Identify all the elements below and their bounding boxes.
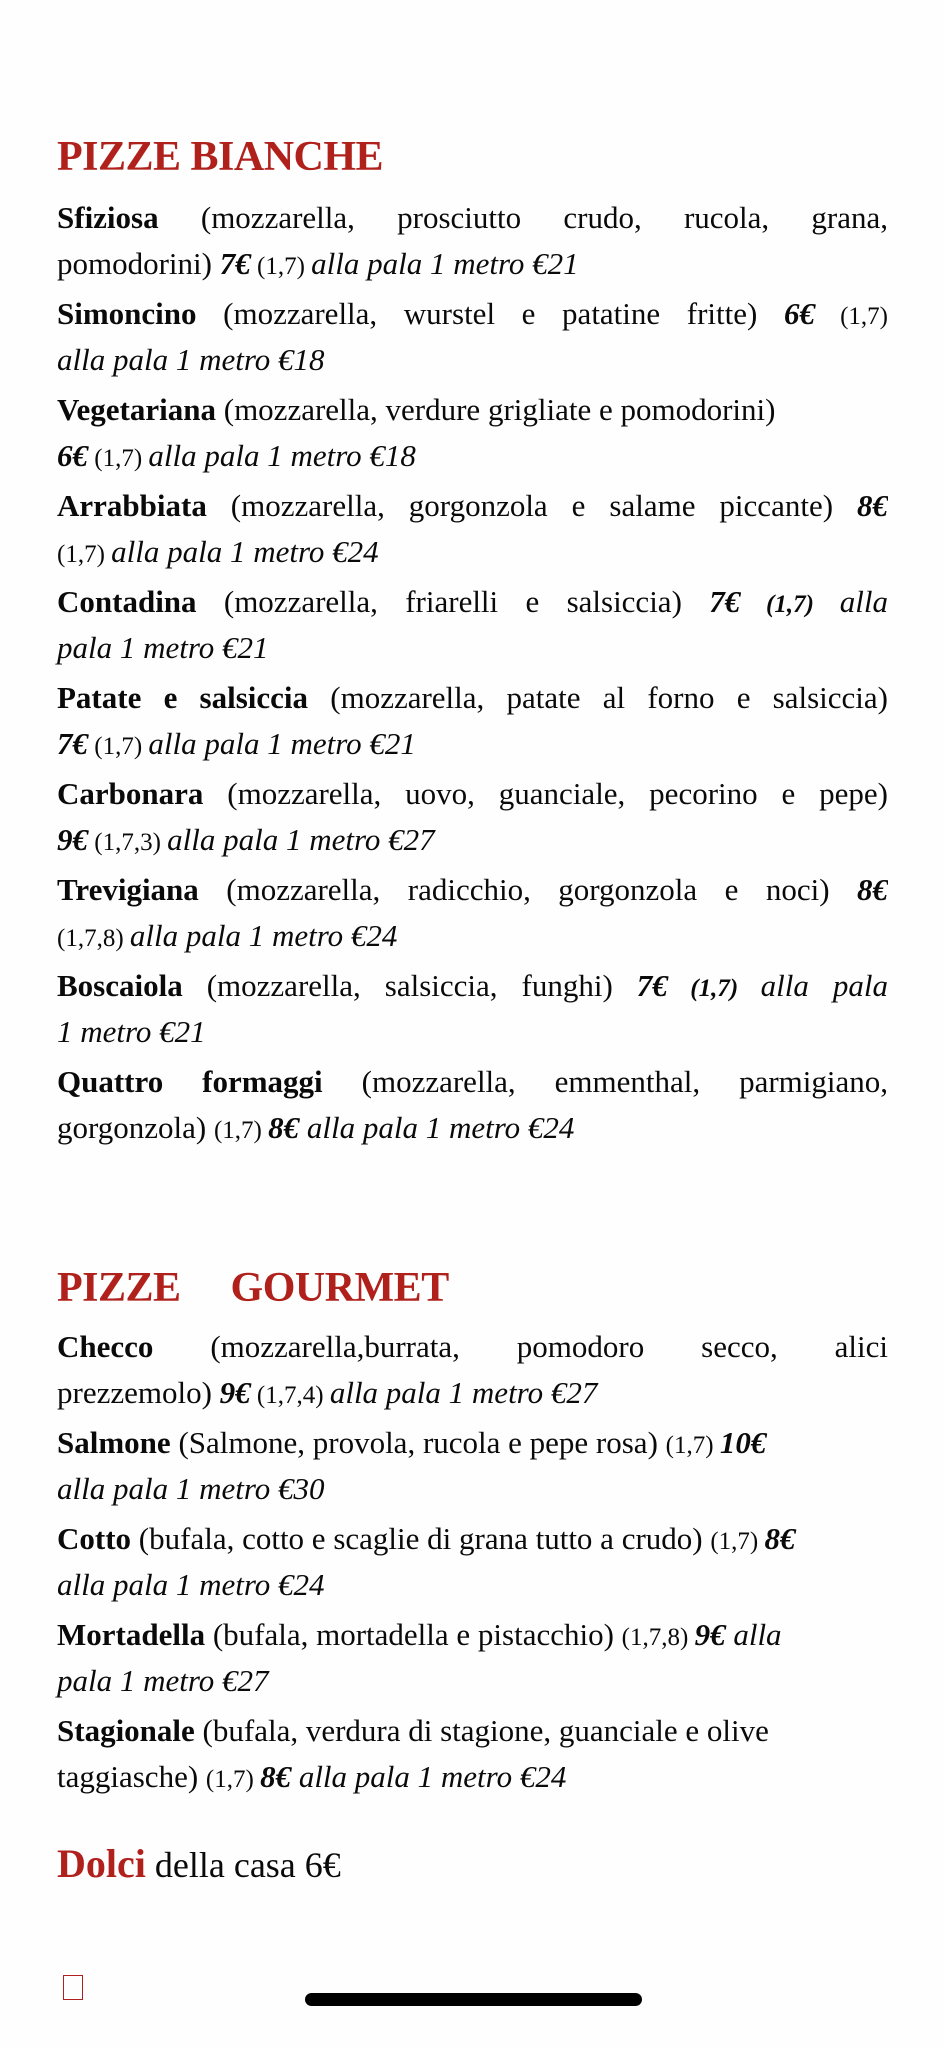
ingredients: (mozzarella, radicchio, gorgonzola e noci) <box>198 872 857 907</box>
home-indicator[interactable] <box>305 1993 642 2006</box>
ingredients: (mozzarella, gorgonzola e salame piccante) <box>206 488 857 523</box>
menu-item <box>57 483 888 575</box>
menu-item-line <box>57 529 888 575</box>
menu-item-line <box>57 675 888 721</box>
pizza-name: Sfiziosa <box>57 200 159 235</box>
section-title-pizze-bianche: PIZZE BIANCHE <box>57 134 384 180</box>
price: 9€ <box>219 1375 251 1410</box>
pala-price: alla <box>839 584 888 619</box>
pizza-name: Salmone <box>57 1425 171 1460</box>
pala-price: alla <box>725 1617 782 1652</box>
menu-item <box>57 195 888 287</box>
pala-price: alla pala 1 metro €21 <box>311 246 579 281</box>
menu-item-line <box>57 625 888 671</box>
menu-item-line <box>57 721 888 767</box>
missing-glyph-icon <box>63 1975 83 2000</box>
pizze-bianche-list <box>57 195 888 1155</box>
price: 8€ <box>857 872 888 907</box>
price: 8€ <box>857 488 888 523</box>
price: 9€ <box>694 1617 726 1652</box>
pala-price: alla pala 1 metro €21 <box>148 726 416 761</box>
pala-price: alla pala 1 metro €30 <box>57 1471 325 1506</box>
menu-item <box>57 1420 888 1512</box>
pala-price: alla pala 1 metro €27 <box>329 1375 598 1410</box>
menu-item-line <box>57 1370 888 1416</box>
allergens: (1,7) <box>710 1528 765 1555</box>
pizza-name: Arrabbiata <box>57 488 207 523</box>
menu-item-line <box>57 433 888 479</box>
menu-item-line <box>57 195 888 241</box>
menu-item-line <box>57 579 888 625</box>
price: 7€ <box>709 584 741 619</box>
menu-item-line <box>57 1754 888 1800</box>
pala-price: alla pala 1 metro €24 <box>129 918 398 953</box>
ingredients: (bufala, verdura di stagione, guanciale e olive <box>194 1713 769 1748</box>
menu-item-line <box>57 1466 888 1512</box>
allergens: (1,7,4) <box>250 1382 330 1409</box>
menu-item <box>57 675 888 767</box>
menu-item <box>57 1708 888 1800</box>
pizza-name: Vegetariana <box>57 392 216 427</box>
menu-item-line <box>57 1420 888 1466</box>
ingredients: (mozzarella, wurstel e patatine fritte) <box>196 296 784 331</box>
ingredients: (bufala, cotto e scaglie di grana tutto a crudo) <box>131 1521 711 1556</box>
menu-item-line <box>57 1059 888 1105</box>
menu-item-line <box>57 1612 888 1658</box>
menu-item-line <box>57 771 888 817</box>
menu-item <box>57 291 888 383</box>
pala-price: alla pala 1 metro €24 <box>299 1110 575 1145</box>
ingredients: (mozzarella, prosciutto crudo, rucola, grana, <box>158 200 888 235</box>
menu-item-line <box>57 867 888 913</box>
menu-item-line <box>57 1105 888 1151</box>
menu-item <box>57 1324 888 1416</box>
allergens: (1,7) <box>814 303 888 330</box>
allergens: (1,7) <box>205 1766 261 1793</box>
price: 7€ <box>636 968 668 1003</box>
menu-item-line <box>57 817 888 863</box>
pala-price: pala 1 metro €27 <box>57 1663 269 1698</box>
ingredients: (bufala, mortadella e pistacchio) <box>205 1617 622 1652</box>
menu-item-line <box>57 241 888 287</box>
ingredients: prezzemolo) <box>57 1375 220 1410</box>
menu-item <box>57 867 888 959</box>
allergens: (1,7) <box>88 445 149 472</box>
dolci-title: Dolci <box>57 1841 146 1886</box>
ingredients: (mozzarella, friarelli e salsiccia) <box>196 584 710 619</box>
price: 6€ <box>57 438 88 473</box>
section-title-pizze-gourmet: PIZZE GOURMET <box>57 1265 449 1311</box>
pizza-name: Patate e salsiccia <box>57 680 309 715</box>
pizza-name: Stagionale <box>57 1713 195 1748</box>
pala-price: 1 metro €21 <box>57 1014 206 1049</box>
dolci-line <box>57 1839 341 1890</box>
pizza-name: Checco <box>57 1329 154 1364</box>
ingredients: taggiasche) <box>57 1759 206 1794</box>
price: 8€ <box>260 1759 292 1794</box>
ingredients: gorgonzola) <box>57 1110 214 1145</box>
pizza-name: Carbonara <box>57 776 204 811</box>
allergens: (1,7) <box>250 253 312 280</box>
ingredients: (mozzarella, emmenthal, parmigiano, <box>322 1064 888 1099</box>
pizza-name: Contadina <box>57 584 197 619</box>
price: 8€ <box>268 1110 300 1145</box>
pala-price: alla pala 1 metro €24 <box>291 1759 567 1794</box>
pala-price: alla pala 1 metro €27 <box>167 822 435 857</box>
pizza-name: Boscaiola <box>57 968 183 1003</box>
menu-item-line <box>57 291 888 337</box>
menu-item-line <box>57 1324 888 1370</box>
price: 9€ <box>57 822 88 857</box>
price: 10€ <box>719 1425 767 1460</box>
ingredients: pomodorini) <box>57 246 220 281</box>
allergens: (1,7) <box>665 1432 720 1459</box>
pala-price: alla pala 1 metro €24 <box>57 1567 325 1602</box>
pala-price: alla pala 1 metro €18 <box>57 342 325 377</box>
allergens: (1,7) <box>667 975 761 1002</box>
ingredients: (mozzarella, salsiccia, funghi) <box>182 968 637 1003</box>
menu-item-line <box>57 483 888 529</box>
pizza-name: Cotto <box>57 1521 132 1556</box>
ingredients: (mozzarella, patate al forno e salsiccia) <box>308 680 888 715</box>
ingredients: (Salmone, provola, rucola e pepe rosa) <box>170 1425 666 1460</box>
menu-item-line <box>57 387 888 433</box>
price: 7€ <box>57 726 88 761</box>
allergens: (1,7) <box>213 1117 269 1144</box>
pizze-gourmet-list <box>57 1324 888 1804</box>
allergens: (1,7) <box>88 733 149 760</box>
menu-item-line <box>57 337 888 383</box>
dolci-text: della casa 6€ <box>145 1845 341 1885</box>
menu-item-line <box>57 1708 888 1754</box>
pizza-name: Trevigiana <box>57 872 199 907</box>
menu-item-line <box>57 963 888 1009</box>
allergens: (1,7,8) <box>57 925 130 952</box>
allergens: (1,7,3) <box>88 829 168 856</box>
ingredients: (mozzarella, uovo, guanciale, pecorino e pepe) <box>203 776 888 811</box>
pizza-name: Simoncino <box>57 296 197 331</box>
price: 7€ <box>219 246 251 281</box>
ingredients: (mozzarella,burrata, pomodoro secco, alici <box>153 1329 888 1364</box>
pizza-name: Mortadella <box>57 1617 206 1652</box>
price: 8€ <box>764 1521 796 1556</box>
allergens: (1,7) <box>57 541 112 568</box>
allergens: (1,7,8) <box>621 1624 695 1651</box>
menu-item-line <box>57 913 888 959</box>
menu-item <box>57 771 888 863</box>
menu-item <box>57 1516 888 1608</box>
menu-item <box>57 1059 888 1151</box>
pala-price: pala 1 metro €21 <box>57 630 269 665</box>
allergens: (1,7) <box>740 591 840 618</box>
menu-item <box>57 1612 888 1704</box>
menu-item-line <box>57 1658 888 1704</box>
price: 6€ <box>783 296 815 331</box>
pala-price: alla pala <box>760 968 888 1003</box>
menu-item-line <box>57 1516 888 1562</box>
pala-price: alla pala 1 metro €18 <box>148 438 416 473</box>
menu-item <box>57 387 888 479</box>
pala-price: alla pala 1 metro €24 <box>111 534 379 569</box>
menu-item-line <box>57 1009 888 1055</box>
menu-item <box>57 963 888 1055</box>
menu-item-line <box>57 1562 888 1608</box>
menu-item <box>57 579 888 671</box>
pizza-name: Quattro formaggi <box>57 1064 323 1099</box>
ingredients: (mozzarella, verdure grigliate e pomodorini) <box>216 392 776 427</box>
